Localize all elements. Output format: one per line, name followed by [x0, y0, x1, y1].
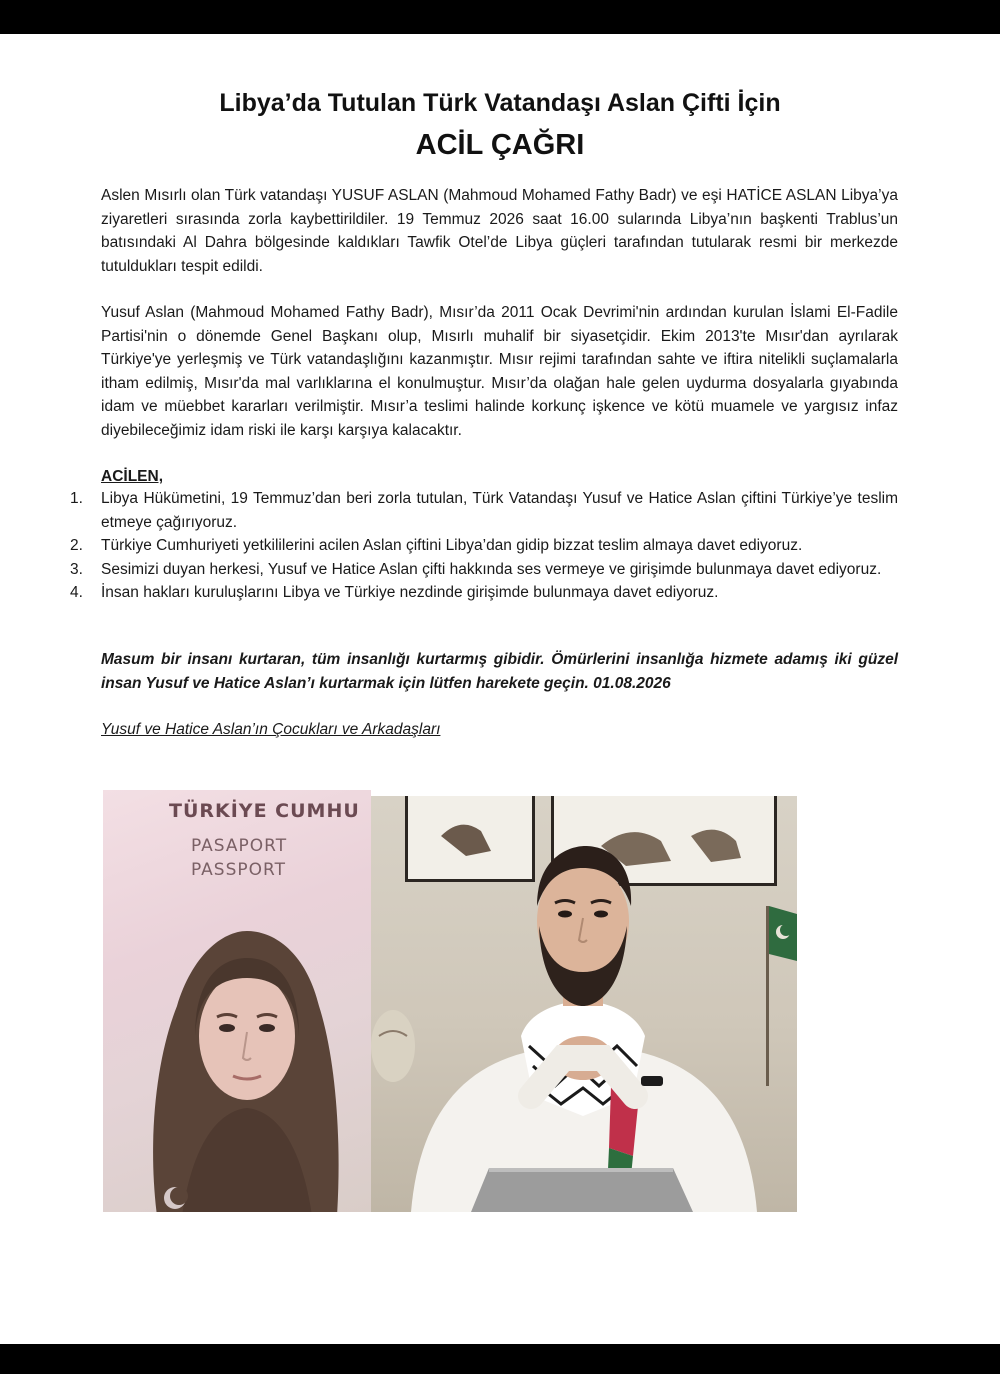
list-item	[66, 534, 898, 558]
man-photo	[371, 796, 797, 1212]
passport-label-tr: PASAPORT	[191, 836, 288, 856]
paragraph-background: Yusuf Aslan (Mahmoud Mohamed Fathy Badr), Mısır’da 2011 Ocak Devrimi'nin ardından kurulan İslami El-Fadile Partisi'nin o dönemde Genel Başkanı olup, Mısırlı muhalif bir siyasetçidir. Ekim 2013'te Mısır'dan ayrılarak Türkiye'ye yerleşmiş ve Türk vatandaşlığını kazanmıştır. Mısır rejimi tarafından sahte ve iftira nitelikli suçlamalarla itham edilmiş, Mısır'da mal varlıklarına el konulmuştur. Mısır’da olağan hale gelen uydurma dosyalarla gıyabında idam ve müebbet kararları verilmiştir. Mısır’a teslimi halinde korkunç işkence ve kötü muamele ve yargısız infaz diyebileceğimiz idam riski ile karşı karşıya kalacaktır.	[101, 304, 898, 439]
list-item-number: 4.	[70, 584, 83, 601]
man-portrait-image	[371, 796, 797, 1212]
list-item-text: Sesimizi duyan herkesi, Yusuf ve Hatice Aslan çifti hakkında ses vermeye ve girişimde bulunmaya davet ediyoruz.	[101, 560, 882, 578]
paragraph-intro: Aslen Mısırlı olan Türk vatandaşı YUSUF ASLAN (Mahmoud Mohamed Fathy Badr) ve eşi HATİCE ASLAN Libya’ya ziyaretleri sırasında zorla kaybettirildiler. 19 Temmuz 2026 saat 16.00 sularında Libya’nın başkenti Trablus’un batısındaki Al Dahra bölgesinde kaldıkları Tawfik Otel’de Libya güçleri tarafından tutularak resmi bir merkezde tutuldukları tespit edildi.	[101, 187, 898, 275]
list-item-text: Libya Hükümetini, 19 Temmuz’dan beri zorla tutulan, Türk Vatandaşı Yusuf ve Hatice Aslan çiftini Türkiye’ye teslim etmeye çağırıyoruz.	[101, 490, 898, 531]
list-item	[66, 558, 898, 582]
list-item-text: İnsan hakları kuruluşlarını Libya ve Türkiye nezdinde girişimde bulunmaya davet ediyoruz.	[101, 584, 719, 601]
list-item-text: Türkiye Cumhuriyeti yetkililerini acilen Aslan çiftini Libya’dan gidip bizzat teslim almaya davet ediyoruz.	[101, 537, 803, 554]
section-heading: ACİLEN,	[101, 468, 163, 485]
list-item-number: 1.	[70, 490, 83, 507]
list-item	[66, 487, 898, 534]
signature-line: Yusuf ve Hatice Aslan’ın Çocukları ve Arkadaşları	[101, 721, 441, 738]
request-list	[66, 487, 898, 605]
list-item	[66, 581, 898, 605]
closing-statement: Masum bir insanı kurtaran, tüm insanlığı kurtarmış gibidir. Ömürlerini insanlığa hizmete adamış iki güzel insan Yusuf ve Hatice Aslan’ı kurtarmak için lütfen harekete geçin. 01.08.2026	[101, 651, 898, 692]
passport-photo	[103, 790, 371, 1212]
document-page	[0, 34, 1000, 1344]
woman-portrait-image	[137, 886, 347, 1212]
list-item-number: 2.	[70, 537, 83, 554]
passport-label-en: PASSPORT	[191, 860, 286, 880]
list-item-number: 3.	[70, 560, 83, 578]
document-title: Libya’da Tutulan Türk Vatandaşı Aslan Çifti İçin	[219, 89, 781, 117]
passport-header: TÜRKİYE CUMHU	[169, 800, 360, 822]
document-subtitle: ACİL ÇAĞRI	[415, 129, 585, 161]
